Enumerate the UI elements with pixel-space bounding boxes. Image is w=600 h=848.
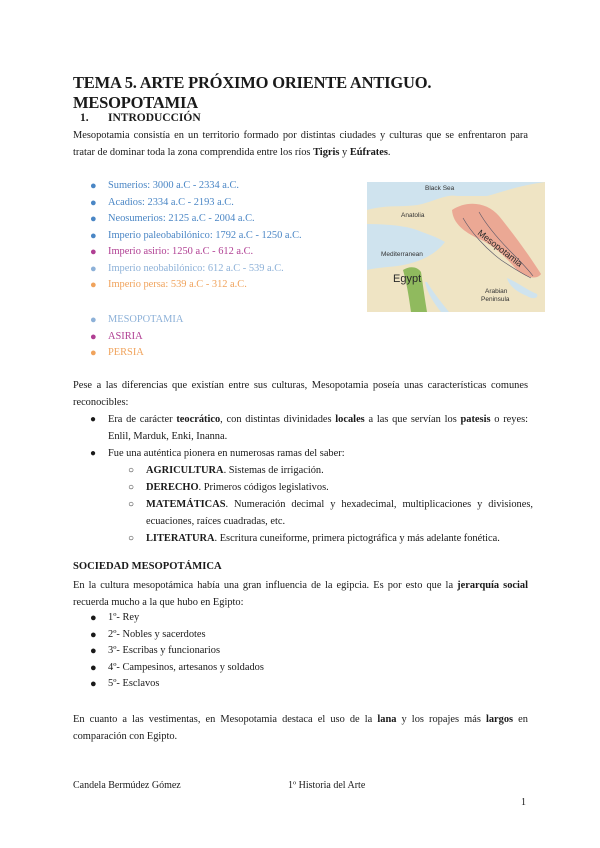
list-item [90, 312, 183, 329]
society-heading: SOCIEDAD MESOPOTÁMICA [73, 561, 222, 572]
map-label-mediterranean: Mediterranean [381, 251, 423, 258]
text: Era de carácter [108, 414, 177, 425]
periods-list [90, 178, 302, 294]
list-item-label: ASIRIA [108, 330, 143, 342]
term-jerarquia-social: jerarquía social [457, 580, 528, 591]
intro-and: y [339, 147, 350, 158]
intro-text: Mesopotamia consistía en un territorio formado por distintas ciudades y culturas que se enfrentaron para tratar de dominar toda la zona comprendida entre los ríos [73, 130, 528, 158]
bullet-icon: ● [90, 661, 97, 674]
list-item [128, 530, 533, 547]
bullet-icon: ● [90, 678, 97, 690]
list-item-label: Acadios: 2334 a.C - 2193 a.C. [108, 196, 234, 208]
river-eufrates: Eúfrates [349, 147, 388, 158]
field-description: . Numeración decimal y hexadecimal, multiplicaciones y divisiones, ecuaciones, raíces cuadradas, etc. [146, 499, 533, 527]
section-heading-introduccion [80, 112, 201, 124]
bullet-icon: ● [90, 213, 97, 225]
field-name: LITERATURA [146, 533, 215, 544]
bullet-icon: ● [90, 262, 97, 275]
term-teocratico: teocrático [176, 414, 221, 425]
list-item [90, 345, 183, 362]
bullet-icon: ● [90, 229, 97, 242]
list-item-label: 4º- Campesinos, artesanos y soldados [108, 661, 264, 673]
bullet-icon: ● [90, 314, 97, 326]
text: Fue una auténtica pionera en numerosas ramas del saber: [108, 448, 345, 459]
list-item-label: 3º- Escribas y funcionarios [108, 645, 221, 656]
bullet-icon: ● [90, 414, 97, 425]
list-item-label: Imperio persa: 539 a.C - 312 a.C. [108, 279, 247, 290]
text: , con distintas divinidades [220, 414, 336, 425]
bullet-icon: ● [90, 246, 97, 258]
circle-bullet-icon: ○ [128, 499, 135, 510]
intro-end: . [387, 147, 391, 158]
bullet-icon: ● [90, 180, 97, 192]
list-item [128, 462, 533, 479]
field-description: . Escritura cuneiforme, primera pictográfica y más adelante fonética. [214, 533, 500, 544]
circle-bullet-icon: ○ [128, 533, 135, 544]
list-item [128, 479, 533, 496]
footer-author: Candela Bermúdez Gómez [73, 780, 181, 791]
map-label-anatolia: Anatolia [401, 212, 425, 219]
bullet-icon: ● [90, 347, 97, 359]
text: a las que servían los [364, 414, 461, 425]
list-item-label: Imperio neobabilónico: 612 a.C - 539 a.C. [108, 262, 284, 274]
list-item-label: 5º- Esclavos [108, 678, 160, 689]
list-item [90, 228, 302, 245]
list-item-label: Neosumerios: 2125 a.C - 2004 a.C. [108, 213, 255, 224]
circle-bullet-icon: ○ [128, 482, 135, 493]
text: y los ropajes más [396, 714, 486, 725]
field-description: . Sistemas de irrigación. [223, 465, 324, 476]
map-label-arabian: Arabian [485, 288, 508, 295]
list-item [90, 178, 302, 195]
bullet-icon: ● [90, 279, 97, 291]
society-paragraph [73, 577, 528, 611]
term-lana: lana [377, 714, 397, 725]
text: recuerda mucho a la que hubo en Egipto: [73, 597, 244, 608]
page-title: TEMA 5. ARTE PRÓXIMO ORIENTE ANTIGUO. MESOPOTAMIA [73, 73, 432, 112]
list-item [90, 195, 302, 212]
bullet-icon: ● [90, 330, 97, 343]
circle-bullet-icon: ○ [128, 465, 135, 476]
bullet-icon: ● [90, 645, 97, 657]
map-label-mesopotamia: Mesopotamia [475, 227, 525, 269]
section-number: 1. [80, 112, 89, 124]
list-item [90, 411, 528, 445]
map-label-peninsula: Peninsula [481, 296, 510, 303]
page-number: 1 [521, 797, 526, 808]
list-item-label: 1º- Rey [108, 612, 140, 623]
map-label-black-sea: Black Sea [425, 185, 455, 192]
list-item [90, 643, 264, 660]
clothing-paragraph [73, 711, 528, 745]
list-item-label: MESOPOTAMIA [108, 314, 184, 325]
list-item [90, 445, 533, 547]
bullet-icon: ● [90, 448, 97, 459]
list-item [90, 211, 302, 228]
mesopotamia-map [367, 182, 545, 312]
field-name: AGRICULTURA [146, 465, 224, 476]
list-item [90, 610, 264, 627]
list-item-label: Imperio paleobabilónico: 1792 a.C - 1250 a.C. [108, 229, 302, 241]
list-item-label: PERSIA [108, 347, 144, 358]
field-name: MATEMÁTICAS [146, 499, 226, 510]
footer-course: 1º Historia del Arte [288, 780, 366, 791]
section-title: INTRODUCCIÓN [108, 112, 201, 124]
list-item [90, 627, 264, 644]
list-item-label: Imperio asirio: 1250 a.C - 612 a.C. [108, 246, 254, 257]
fields-list [128, 462, 533, 547]
list-item [90, 261, 302, 278]
map-label-egypt: Egypt [393, 273, 422, 285]
characteristics-intro: Pese a las diferencias que existían entre sus culturas, Mesopotamia poseía unas características comunes reconocibles: [73, 380, 528, 408]
bullet-icon: ● [90, 628, 97, 641]
bullet-icon: ● [90, 612, 97, 624]
term-locales: locales [335, 414, 365, 425]
ranks-list [90, 610, 264, 693]
list-item [128, 496, 533, 530]
list-item [90, 660, 264, 677]
text: En cuanto a las vestimentas, en Mesopotamia destaca el uso de la [73, 714, 378, 725]
text: en comparación con Egipto. [73, 714, 528, 742]
legend-list [90, 312, 183, 362]
field-description: . Primeros códigos legislativos. [198, 482, 329, 493]
intro-paragraph [73, 127, 528, 161]
list-item [90, 329, 183, 346]
list-item [90, 277, 302, 294]
river-tigris: Tigris [313, 147, 340, 158]
list-item-label: 2º- Nobles y sacerdotes [108, 628, 206, 640]
bullet-icon: ● [90, 196, 97, 209]
characteristics-list [90, 411, 533, 547]
list-item-label: Sumerios: 3000 a.C - 2334 a.C. [108, 180, 240, 191]
term-largos: largos [485, 714, 514, 725]
list-item [90, 244, 302, 261]
term-patesis: patesis [460, 414, 491, 425]
text: En la cultura mesopotámica había una gran influencia de la egipcia. Es por esto que la [73, 580, 458, 591]
list-item [90, 676, 264, 693]
text: o reyes: Enlil, Marduk, Enki, Inanna. [108, 414, 529, 442]
field-name: DERECHO [146, 482, 199, 493]
